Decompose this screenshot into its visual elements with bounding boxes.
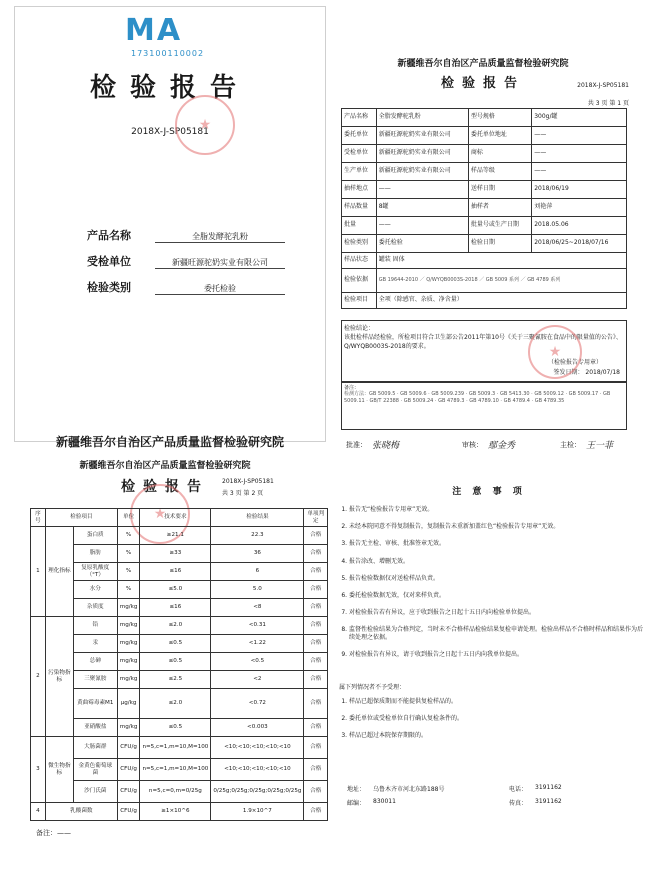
info-label: 批量 [342, 217, 377, 235]
info-title: 检验报告 [440, 76, 525, 91]
item-name: 汞 [73, 635, 117, 653]
phone-value: 3191162 [535, 784, 562, 791]
item-requirement: n=5,c=0,m=0/25g [140, 781, 211, 803]
review-label: 审核： [462, 441, 483, 449]
list-item: 1. 样品已超保质期而不能提供复检样品的。 [349, 698, 644, 705]
item-judgement: 合格 [304, 599, 328, 617]
address-value: 乌鲁木齐市河北东路188号 [373, 786, 445, 793]
notices-list [337, 506, 644, 668]
info-value: 300g/罐 [532, 109, 627, 127]
results-title: 检验报告 [121, 479, 209, 495]
item-requirement: ≤2.0 [140, 617, 211, 635]
item-name: 金黄色葡萄球菌 [73, 759, 117, 781]
item-result: <2 [211, 671, 304, 689]
report-info-page [333, 50, 633, 440]
item-requirement: ≤2.0 [140, 689, 211, 719]
item-result: <0.003 [211, 719, 304, 737]
report-results-page [0, 450, 330, 876]
results-table [30, 508, 328, 821]
info-label: 样品状态 [342, 253, 377, 269]
item-requirement: ≤0.5 [140, 719, 211, 737]
item-result: <0.31 [211, 617, 304, 635]
table-header: 单项判定 [304, 509, 328, 527]
info-label: 商标 [468, 145, 531, 163]
info-label: 型号规格 [468, 109, 531, 127]
list-item: 3. 报告无主检、审核、批准签章无效。 [349, 540, 644, 547]
item-result: 1.9×10^7 [211, 803, 304, 821]
info-value: —— [532, 145, 627, 163]
info-label: 生产单位 [342, 163, 377, 181]
group-name: 污染物指标 [45, 617, 73, 737]
info-value: 委托检验 [376, 235, 468, 253]
fax-label: 传真： [509, 800, 528, 807]
info-institute: 新疆维吾尔自治区产品质量监督检验研究院 [397, 59, 569, 69]
item-unit: % [117, 527, 140, 545]
item-judgement: 合格 [304, 527, 328, 545]
cma-logo: MA [125, 13, 183, 48]
results-remark: 备注：—— [36, 829, 71, 837]
item-requirement: ≥1×10^6 [140, 803, 211, 821]
info-label: 检验依据 [342, 269, 377, 293]
table-row [31, 719, 328, 737]
table-row [31, 737, 328, 759]
sample-status: 罐装 固体 [376, 253, 626, 269]
item-judgement: 合格 [304, 581, 328, 599]
info-value: —— [532, 163, 627, 181]
item-name: 沙门氏菌 [73, 781, 117, 803]
table-row [31, 563, 328, 581]
item-name: 杂质度 [73, 599, 117, 617]
item-result: 0/25g;0/25g;0/25g;0/25g;0/25g [211, 781, 304, 803]
address-label: 地址： [347, 786, 366, 793]
info-report-number: 2018X-J-SP05181 [577, 82, 629, 89]
info-page-number: 共 3 页 第 1 页 [587, 100, 629, 107]
item-unit: mg/kg [117, 617, 140, 635]
item-unit: mg/kg [117, 635, 140, 653]
cover-organization: 新疆维吾尔自治区产品质量监督检验研究院 [55, 435, 284, 449]
info-label: 样品等级 [468, 163, 531, 181]
table-header: 技术要求 [140, 509, 211, 527]
inspect-label: 主检： [560, 441, 581, 449]
table-row [31, 781, 328, 803]
results-institute: 新疆维吾尔自治区产品质量监督检验研究院 [79, 461, 251, 471]
table-header: 单位 [117, 509, 140, 527]
fax-value: 3191162 [535, 798, 562, 805]
table-row [31, 545, 328, 563]
info-value: 刘艳萍 [532, 199, 627, 217]
item-judgement: 合格 [304, 653, 328, 671]
item-unit: % [117, 581, 140, 599]
item-requirement: ≥33 [140, 545, 211, 563]
report-notices-page [333, 460, 645, 876]
product-name-label: 产品名称 [87, 229, 131, 242]
table-row [31, 653, 328, 671]
item-judgement: 合格 [304, 781, 328, 803]
report-cover-page [14, 6, 326, 449]
report-stamp-label: （检验报告专用章） [547, 359, 602, 366]
notices-title: 注 意 事 项 [452, 487, 526, 497]
item-unit: % [117, 545, 140, 563]
item-judgement: 合格 [304, 563, 328, 581]
item-unit: mg/kg [117, 653, 140, 671]
info-label: 送样日期 [468, 181, 531, 199]
item-judgement: 合格 [304, 545, 328, 563]
item-requirement: ≥21.1 [140, 527, 211, 545]
item-unit: mg/kg [117, 671, 140, 689]
info-value: 新疆旺源驼奶实业有限公司 [376, 163, 468, 181]
table-row [31, 581, 328, 599]
inspection-items: 全项（除感官、杂质、净含量） [376, 293, 626, 309]
item-name: 黄曲霉毒素M1 [73, 689, 117, 719]
item-result: <1.22 [211, 635, 304, 653]
item-result: 36 [211, 545, 304, 563]
cover-title: 检验报告 [89, 73, 250, 103]
item-unit: CFU/g [117, 759, 140, 781]
item-requirement: ≤16 [140, 599, 211, 617]
item-requirement: ≤16 [140, 563, 211, 581]
item-name: 三聚氰胺 [73, 671, 117, 689]
item-unit: % [117, 563, 140, 581]
table-row [31, 689, 328, 719]
item-name: 大肠菌群 [73, 737, 117, 759]
info-value: 全脂发酵驼乳粉 [376, 109, 468, 127]
postcode-value: 830011 [373, 798, 396, 805]
item-unit: mg/kg [117, 599, 140, 617]
issue-date: 签发日期： 2018/07/18 [553, 369, 620, 376]
list-item: 8. 监督性检验结果为合格判定，当时未不合格样品检验结果复检申请处理。检验出样品不合格时样品和结果作为后续处理之依据。 [349, 626, 644, 640]
list-item: 2. 未经本院同意不得复制报告，复制报告未重新加盖红色“检验报告专用章”无效。 [349, 523, 644, 530]
official-stamp [528, 325, 582, 379]
conclusion-label: 检验结论： [344, 325, 375, 332]
item-unit: CFU/g [117, 781, 140, 803]
item-unit: mg/kg [117, 719, 140, 737]
info-label: 受检单位 [342, 145, 377, 163]
inspection-category-value: 委托检验 [155, 283, 285, 295]
list-item: 5. 报告检验数据仅对送检样品负责。 [349, 575, 644, 582]
table-header: 检验项目 [45, 509, 117, 527]
table-row [31, 759, 328, 781]
info-label: 产品名称 [342, 109, 377, 127]
list-item: 1. 报告无“检验报告专用章”无效。 [349, 506, 644, 513]
approve-signature: 张晓梅 [372, 441, 400, 451]
info-label: 抽样者 [468, 199, 531, 217]
cma-number: 173100110002 [131, 49, 205, 58]
item-judgement: 合格 [304, 759, 328, 781]
notes-label: 备注： [344, 385, 360, 391]
cover-report-number: 2018X-J-SP05181 [131, 127, 209, 137]
exclusions-title: 属下列情况者不予受理： [339, 684, 406, 691]
table-row [31, 635, 328, 653]
item-judgement: 合格 [304, 803, 328, 821]
info-label: 抽样地点 [342, 181, 377, 199]
group-number: 2 [31, 617, 46, 737]
table-row [31, 599, 328, 617]
item-requirement: n=5,c=1,m=10,M=100 [140, 759, 211, 781]
inspection-basis: GB 19644-2010 ／ Q/WYQB0003S-2018 ／ GB 5009 系列 ／ GB 4789 系列 [376, 269, 626, 293]
conclusion-box [341, 320, 627, 382]
item-name: 总砷 [73, 653, 117, 671]
info-value: —— [376, 181, 468, 199]
results-page-number: 共 3 页 第 2 页 [222, 490, 264, 497]
info-value: 2018/06/25~2018/07/16 [532, 235, 627, 253]
info-label: 检验类别 [342, 235, 377, 253]
info-value: —— [376, 217, 468, 235]
item-unit: CFU/g [117, 737, 140, 759]
item-judgement: 合格 [304, 689, 328, 719]
table-row [31, 527, 328, 545]
official-stamp [175, 95, 235, 155]
approve-label: 批准： [346, 441, 367, 449]
info-label: 委托单位 [342, 127, 377, 145]
item-result: 22.3 [211, 527, 304, 545]
notes-box [341, 382, 627, 430]
item-result: <8 [211, 599, 304, 617]
item-name: 脂肪 [73, 545, 117, 563]
conclusion-text: 该批检样品经检验，所检项目符合卫生部公告2011年第10号《关于三聚氰胺在食品中的限量值的公告》、Q/WYQB0003S-2018的要求。 [344, 334, 622, 350]
info-value: 新疆旺源驼奶实业有限公司 [376, 127, 468, 145]
item-judgement: 合格 [304, 737, 328, 759]
table-header: 检验结果 [211, 509, 304, 527]
inspected-unit-label: 受检单位 [87, 255, 131, 268]
item-name: 铅 [73, 617, 117, 635]
item-requirement: n=5,c=1,m=10,M=100 [140, 737, 211, 759]
item-result: <0.5 [211, 653, 304, 671]
item-requirement: ≤0.5 [140, 653, 211, 671]
list-item: 3. 样品已超过本院保存期限的。 [349, 732, 644, 739]
inspect-signature: 王一菲 [586, 441, 614, 451]
item-requirement: ≤0.5 [140, 635, 211, 653]
info-label: 检验日期 [468, 235, 531, 253]
phone-label: 电话： [509, 786, 528, 793]
item-requirement: ≤2.5 [140, 671, 211, 689]
item-name: 复原乳酸度（°T） [73, 563, 117, 581]
item-name: 亚硝酸盐 [73, 719, 117, 737]
postcode-label: 邮编： [347, 800, 366, 807]
group-name: 微生物指标 [45, 737, 73, 803]
item-result: <10;<10;<10;<10;<10 [211, 759, 304, 781]
item-unit: μg/kg [117, 689, 140, 719]
item-requirement: ≤5.0 [140, 581, 211, 599]
item-name: 乳酸菌数 [45, 803, 117, 821]
info-label: 检验项目 [342, 293, 377, 309]
info-value: 2018/06/19 [532, 181, 627, 199]
review-signature: 鄢金秀 [488, 441, 516, 451]
item-result: 6 [211, 563, 304, 581]
list-item: 9. 对检验报告有异议，请于收到报告之日起十五日内向我单位提出。 [349, 651, 644, 658]
inspected-unit-value: 新疆旺源驼奶实业有限公司 [155, 257, 285, 269]
item-result: <0.72 [211, 689, 304, 719]
item-judgement: 合格 [304, 671, 328, 689]
table-row [31, 671, 328, 689]
item-judgement: 合格 [304, 635, 328, 653]
group-number: 1 [31, 527, 46, 617]
info-value: —— [532, 127, 627, 145]
item-judgement: 合格 [304, 617, 328, 635]
group-number: 3 [31, 737, 46, 803]
info-table [341, 108, 627, 309]
table-row [31, 803, 328, 821]
list-item: 2. 委托单位或受检单位自行确认复检条件的。 [349, 715, 644, 722]
table-header: 序号 [31, 509, 46, 527]
info-label: 批量号或生产日期 [468, 217, 531, 235]
item-result: <10;<10;<10;<10;<10 [211, 737, 304, 759]
info-value: 8罐 [376, 199, 468, 217]
info-label: 样品数量 [342, 199, 377, 217]
exclusions-list [337, 698, 644, 750]
item-judgement: 合格 [304, 719, 328, 737]
info-label: 委托单位地址 [468, 127, 531, 145]
group-name: 理化指标 [45, 527, 73, 617]
info-value: 新疆旺源驼奶实业有限公司 [376, 145, 468, 163]
list-item: 6. 委托检验数据无效，仅对来样负责。 [349, 592, 644, 599]
item-unit: CFU/g [117, 803, 140, 821]
inspection-category-label: 检验类别 [87, 281, 131, 294]
info-value: 2018.05.06 [532, 217, 627, 235]
notes-text: 检测方法：GB 5009.5 · GB 5009.6 · GB 5009.239 · GB 5009.3 · GB 5413.30 · GB 5009.12 · GB 5009.17 · GB 5009.11 · GB/T 22388 · GB 5009.24 · GB 4789.3 · GB 4789.10 · GB 4789.4 · GB 4789.35 [344, 391, 611, 404]
group-number: 4 [31, 803, 46, 821]
results-report-number: 2018X-J-SP05181 [222, 478, 274, 485]
item-name: 水分 [73, 581, 117, 599]
item-name: 蛋白质 [73, 527, 117, 545]
item-result: 5.0 [211, 581, 304, 599]
list-item: 4. 报告涂改、增删无效。 [349, 558, 644, 565]
table-row [31, 617, 328, 635]
list-item: 7. 对检验报告若有异议，应于收到报告之日起十五日内向检验单位提出。 [349, 609, 644, 616]
product-name-value: 全脂发酵驼乳粉 [155, 231, 285, 243]
